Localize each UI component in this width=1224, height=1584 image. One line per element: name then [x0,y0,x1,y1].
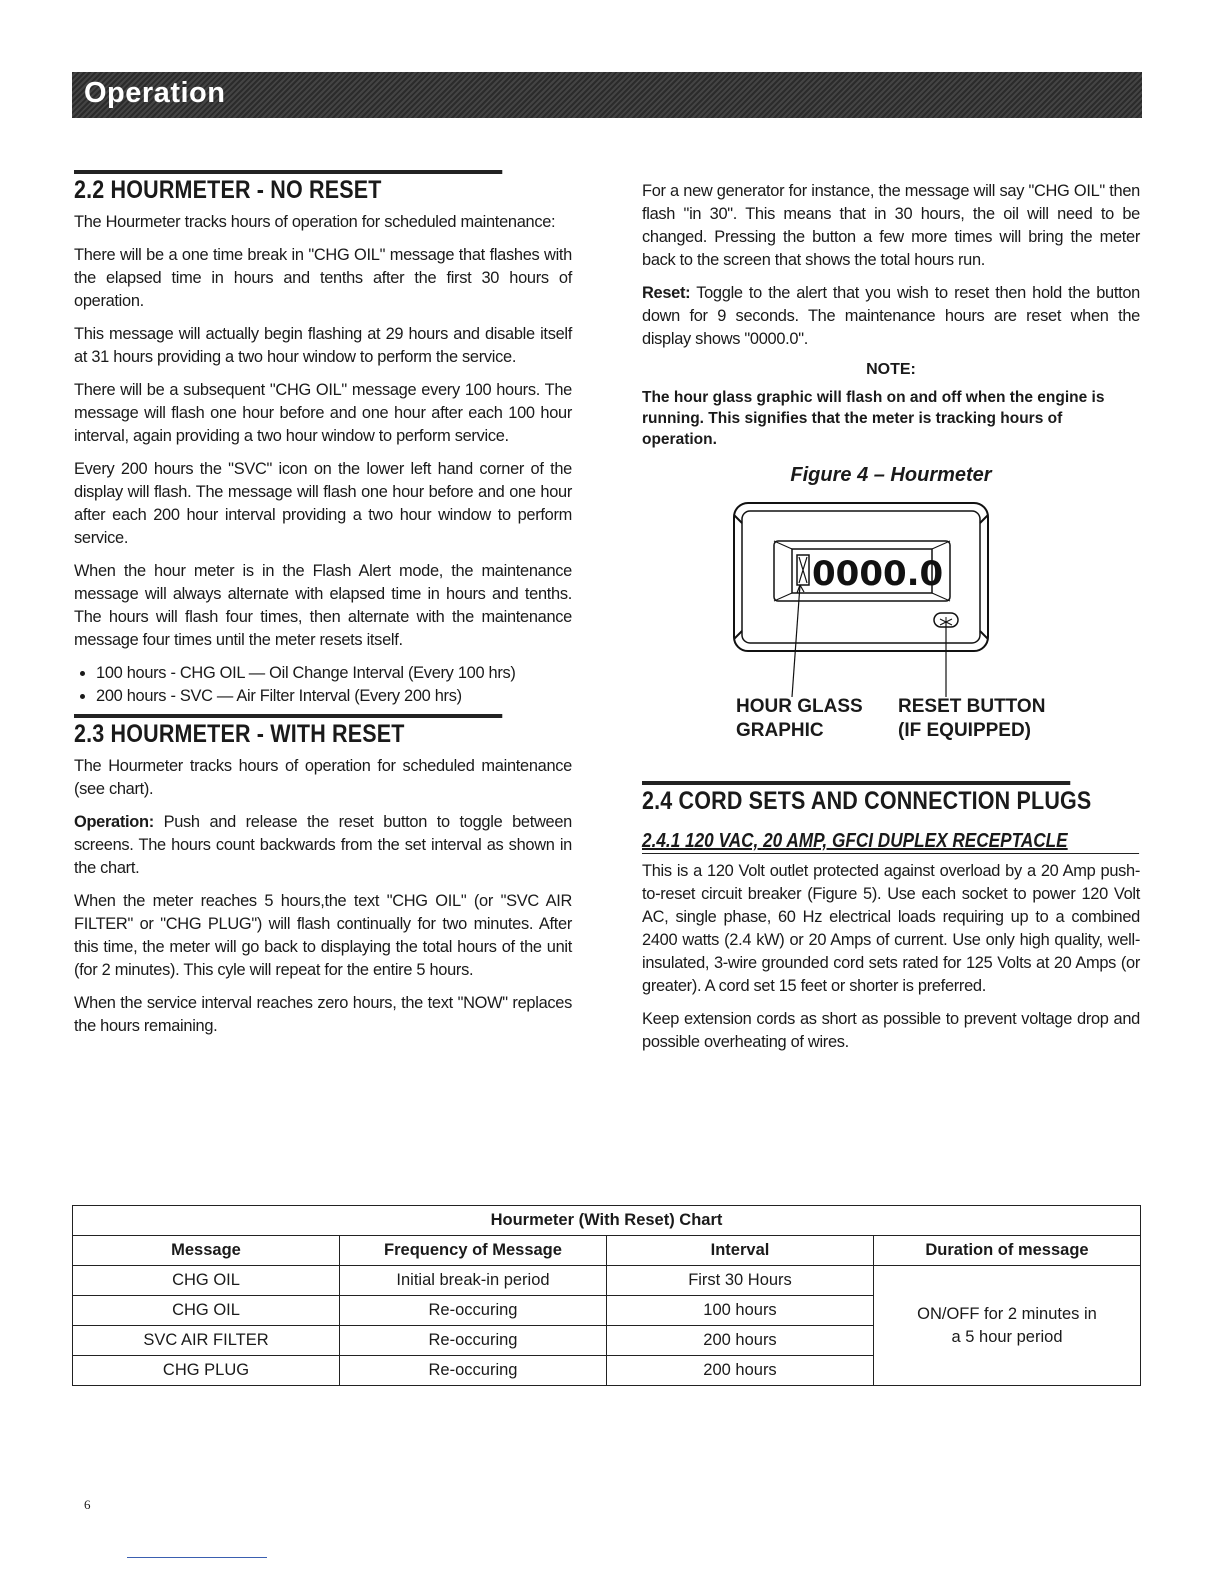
table-cell: Re-occuring [340,1326,607,1356]
table-cell: 100 hours [607,1296,874,1326]
paragraph: When the meter reaches 5 hours,the text "CHG OIL" (or "SVC AIR FILTER" or "CHG PLUG") will flash continually for two minutes. After this time, the meter will go back to displaying the total hours of the unit (for 2 minutes). This cyle will repeat for the entire 5 hours. [74,892,572,979]
footer-divider [127,1557,267,1558]
heading-2-4: 2.4 CORD SETS AND CONNECTION PLUGS [642,781,1070,816]
table-cell: Re-occuring [340,1296,607,1326]
leader-hourglass [792,585,800,697]
list-item: • 100 hours - CHG OIL — Oil Change Interval (Every 100 hrs) [96,662,572,685]
paragraph: This message will actually begin flashing at 29 hours and disable itself at 31 hours providing a two hour window to perform the service. [74,325,572,366]
column-header: Interval [607,1236,874,1266]
table-row [73,1266,1141,1296]
table-cell: CHG OIL [73,1266,340,1296]
paragraph: This is a 120 Volt outlet protected against overload by a 20 Amp push-to-reset circuit breaker (Figure 5). Use each socket to power 120 Volt AC, single phase, 60 Hz electrical loads requiring up to a combined 2400 watts (2.4 kW) or 20 Amps of current. Use only high quality, well-insulated, 3-wire grounded cord sets rated for 125 Volts at 20 Amps (or greater). A cord set 15 feet or shorter is preferred. [642,862,1140,995]
paragraph: The Hourmeter tracks hours of operation for scheduled maintenance: [74,213,556,231]
paragraph: For a new generator for instance, the message will say "CHG OIL" then flash "in 30". This means that in 30 hours, the oil will need to be changed. Pressing the button a few more times will bring the meter back to the screen that shows the total hours run. [642,182,1140,269]
label-reset-button: RESET BUTTON (IF EQUIPPED) [898,696,1046,741]
operation-text: Push and release the reset button to toggle between screens. The hours count backwards from the set interval as shown in the chart. [74,813,572,877]
table-title: Hourmeter (With Reset) Chart [73,1206,1141,1236]
paragraph: Keep extension cords as short as possible to prevent voltage drop and possible overheating of wires. [642,1010,1140,1051]
table-cell: CHG OIL [73,1296,340,1326]
paragraph: Every 200 hours the "SVC" icon on the lower left hand corner of the display will flash. The message will flash one hour before and one hour after each 200 hour interval providing a two hour window to perform service. [74,460,572,547]
hourmeter-figure [642,501,1140,761]
paragraph: There will be a one time break in "CHG OIL" message that flashes with the elapsed time in hours and tenths after the first 30 hours of operation. [74,246,572,310]
operation-label: Operation: [74,813,154,831]
note-body: The hour glass graphic will flash on and off when the engine is running. This signifies that the meter is tracking hours of operation. [642,389,1105,448]
paragraph: The Hourmeter tracks hours of operation for scheduled maintenance (see chart). [74,757,572,798]
table-cell: 200 hours [607,1326,874,1356]
table-cell: Initial break-in period [340,1266,607,1296]
paragraph: When the service interval reaches zero hours, the text "NOW" replaces the hours remaining. [74,994,572,1035]
label-hour-glass: HOUR GLASS GRAPHIC [736,696,863,741]
banner-title: Operation [84,77,226,109]
figure-caption: Figure 4 – Hourmeter [790,464,992,486]
reset-label: Reset: [642,284,691,302]
table-cell: Re-occuring [340,1356,607,1386]
paragraph: There will be a subsequent "CHG OIL" message every 100 hours. The message will flash one hour before and one hour after each 100 hour interval, again providing a two hour window to perform service. [74,381,572,445]
paragraph-operation [74,811,572,880]
right-column [642,170,1140,1064]
hourmeter-diagram [642,501,1140,711]
note-title: NOTE: [866,361,916,378]
page-number: 6 [84,1497,91,1512]
paragraph: When the hour meter is in the Flash Alert mode, the maintenance message will always alternate with elapsed time in hours and tenths. The hours will flash four times, then alternate with the maintenance message four times until the meter resets itself. [74,562,572,649]
heading-2-2: 2.2 HOURMETER - NO RESET [74,170,502,205]
table-cell: 200 hours [607,1356,874,1386]
display-value: 0000.0 [812,554,944,594]
table-cell: SVC AIR FILTER [73,1326,340,1356]
paragraph-reset [642,282,1140,351]
left-column [74,170,572,1048]
interval-list [74,662,572,708]
duration-cell: ON/OFF for 2 minutes in a 5 hour period [874,1266,1141,1386]
list-item: • 200 hours - SVC — Air Filter Interval (Every 200 hrs) [96,685,572,708]
sub-heading-2-4-1: 2.4.1 120 VAC, 20 AMP, GFCI DUPLEX RECEPTACLE [642,830,1139,854]
column-header: Duration of message [874,1236,1141,1266]
section-banner [72,72,1142,118]
column-header: Frequency of Message [340,1236,607,1266]
hourmeter-chart-table [72,1205,1141,1386]
table-cell: CHG PLUG [73,1356,340,1386]
table-cell: First 30 Hours [607,1266,874,1296]
column-header: Message [73,1236,340,1266]
reset-text: Toggle to the alert that you wish to reset then hold the button down for 9 seconds. The maintenance hours are reset when the display shows "0000.0". [642,284,1140,348]
heading-2-3: 2.3 HOURMETER - WITH RESET [74,714,502,749]
